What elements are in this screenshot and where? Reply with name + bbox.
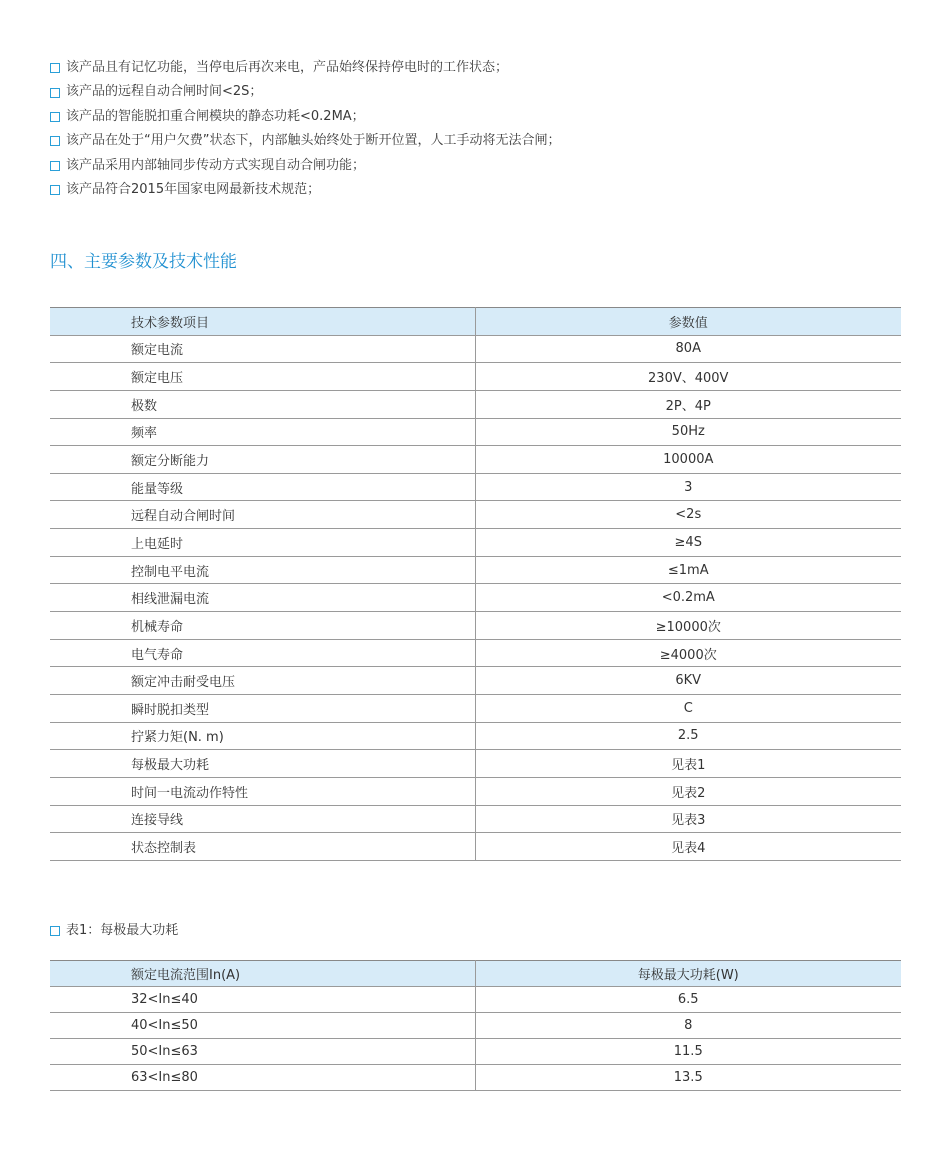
current-range: 63<In≤80 (50, 1065, 475, 1091)
table-row (50, 750, 901, 778)
param-name: 时间一电流动作特性 (50, 777, 475, 805)
column-header-value: 参数值 (475, 308, 901, 336)
param-value: 50Hz (475, 418, 901, 446)
feature-text: 该产品的智能脱扣重合闸模块的静态功耗<0.2MA； (66, 108, 365, 124)
feature-item (50, 154, 560, 178)
column-header-current-range: 额定电流范围In(A) (50, 961, 475, 987)
param-value: 80A (475, 335, 901, 363)
param-name: 每极最大功耗 (50, 750, 475, 778)
param-name: 频率 (50, 418, 475, 446)
checkbox-square-icon (50, 63, 60, 73)
checkbox-square-icon (50, 185, 60, 195)
table-row (50, 612, 901, 640)
table-row (50, 777, 901, 805)
feature-list (50, 56, 560, 202)
param-value: 见表4 (475, 833, 901, 861)
table-row (50, 529, 901, 557)
table-row (50, 556, 901, 584)
param-name: 连接导线 (50, 805, 475, 833)
table-row (50, 805, 901, 833)
feature-text: 该产品符合2015年国家电网最新技术规范； (66, 181, 321, 197)
param-value: <2s (475, 501, 901, 529)
section-title: 四、主要参数及技术性能 (50, 252, 237, 272)
feature-item (50, 129, 560, 153)
param-name: 极数 (50, 390, 475, 418)
param-value: 见表3 (475, 805, 901, 833)
table-row (50, 418, 901, 446)
param-name: 相线泄漏电流 (50, 584, 475, 612)
max-power: 8 (475, 1013, 901, 1039)
current-range: 40<In≤50 (50, 1013, 475, 1039)
param-value: C (475, 694, 901, 722)
param-name: 控制电平电流 (50, 556, 475, 584)
param-value: 见表2 (475, 777, 901, 805)
column-header-max-power: 每极最大功耗(W) (475, 961, 901, 987)
table-row (50, 363, 901, 391)
feature-text: 该产品且有记忆功能，当停电后再次来电，产品始终保持停电时的工作状态； (66, 60, 509, 75)
param-name: 能量等级 (50, 473, 475, 501)
param-name: 电气寿命 (50, 639, 475, 667)
table-row (50, 1039, 901, 1065)
param-value: 6KV (475, 667, 901, 695)
param-name: 上电延时 (50, 529, 475, 557)
checkbox-square-icon (50, 136, 60, 146)
param-name: 额定电流 (50, 335, 475, 363)
table-row (50, 501, 901, 529)
param-name: 额定冲击耐受电压 (50, 667, 475, 695)
table-row (50, 446, 901, 474)
param-name: 拧紧力矩(N. m) (50, 722, 475, 750)
feature-item (50, 80, 560, 104)
table-header-row (50, 961, 901, 987)
param-name: 机械寿命 (50, 612, 475, 640)
params-table (50, 307, 901, 861)
table-row (50, 667, 901, 695)
power-table (50, 960, 901, 1091)
feature-item (50, 56, 560, 80)
table-row (50, 833, 901, 861)
param-name: 额定分断能力 (50, 446, 475, 474)
param-value: 2P、4P (475, 390, 901, 418)
feature-item (50, 105, 560, 129)
table1-caption-text: 表1：每极最大功耗 (66, 923, 179, 938)
param-name: 额定电压 (50, 363, 475, 391)
param-value: ≥4000次 (475, 639, 901, 667)
column-header-item: 技术参数项目 (50, 308, 475, 336)
feature-text: 该产品采用内部轴同步传动方式实现自动合闸功能； (66, 157, 366, 173)
param-value: 10000A (475, 446, 901, 474)
param-value: ≥10000次 (475, 612, 901, 640)
checkbox-square-icon (50, 112, 60, 122)
param-value: <0.2mA (475, 584, 901, 612)
table1-caption (50, 920, 178, 942)
max-power: 6.5 (475, 987, 901, 1013)
table-row (50, 390, 901, 418)
feature-text: 该产品在处于“用户欠费”状态下，内部触头始终处于断开位置，人工手动将无法合闸； (66, 133, 561, 149)
param-value: ≥4S (475, 529, 901, 557)
param-name: 状态控制表 (50, 833, 475, 861)
table-row (50, 1065, 901, 1091)
max-power: 13.5 (475, 1065, 901, 1091)
param-name: 瞬时脱扣类型 (50, 694, 475, 722)
feature-text: 该产品的远程自动合闸时间<2S； (66, 84, 263, 100)
checkbox-square-icon (50, 926, 60, 936)
table-row (50, 639, 901, 667)
checkbox-square-icon (50, 161, 60, 171)
current-range: 50<In≤63 (50, 1039, 475, 1065)
table-row (50, 1013, 901, 1039)
table-row (50, 987, 901, 1013)
table-header-row (50, 308, 901, 336)
param-value: 230V、400V (475, 363, 901, 391)
current-range: 32<In≤40 (50, 987, 475, 1013)
table-row (50, 335, 901, 363)
param-value: 3 (475, 473, 901, 501)
checkbox-square-icon (50, 88, 60, 98)
table-row (50, 722, 901, 750)
param-name: 远程自动合闸时间 (50, 501, 475, 529)
param-value: 见表1 (475, 750, 901, 778)
max-power: 11.5 (475, 1039, 901, 1065)
table-row (50, 584, 901, 612)
table-row (50, 694, 901, 722)
param-value: 2.5 (475, 722, 901, 750)
param-value: ≤1mA (475, 556, 901, 584)
table-row (50, 473, 901, 501)
feature-item (50, 178, 560, 202)
